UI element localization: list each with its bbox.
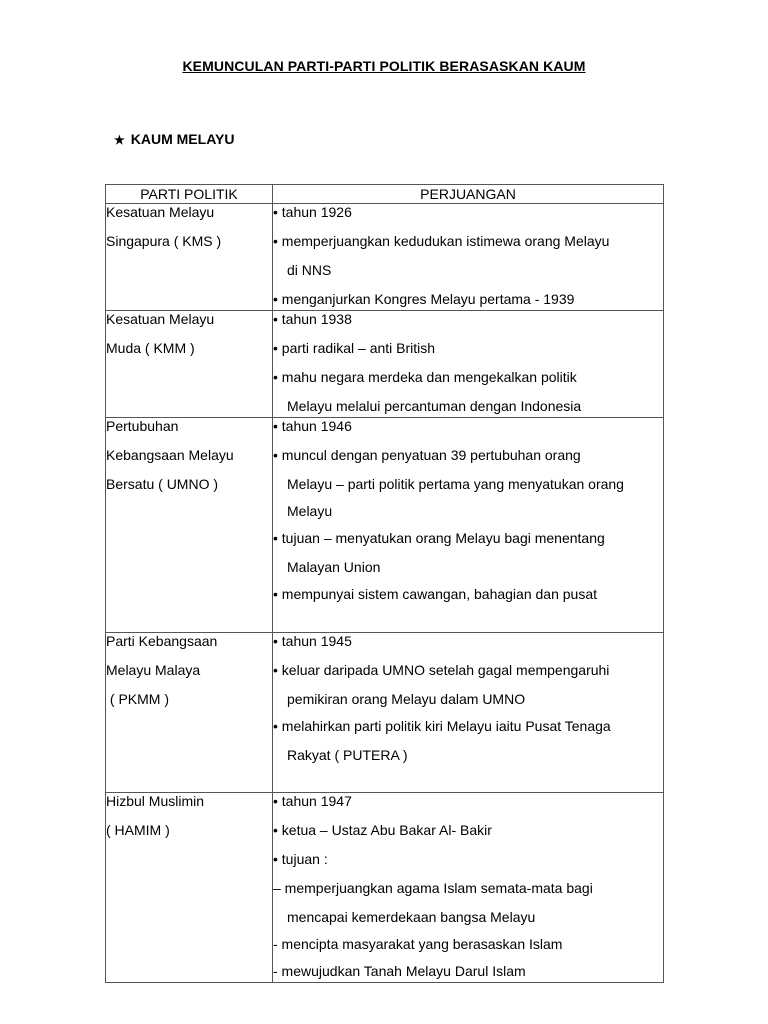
struggle-line: • parti radikal – anti British: [273, 340, 436, 356]
struggle-line: mencapai kemerdekaan bangsa Melayu: [287, 909, 536, 925]
party-name-line: ( HAMIM ): [106, 822, 170, 838]
struggle-line: – memperjuangkan agama Islam semata-mata bagi: [273, 880, 593, 896]
party-name-line: Hizbul Muslimin: [106, 793, 205, 809]
party-name-line: Pertubuhan: [106, 418, 179, 434]
document-title: KEMUNCULAN PARTI-PARTI POLITIK BERASASKAN KAUM: [182, 58, 586, 74]
section-heading-text: KAUM MELAYU: [130, 131, 235, 147]
party-name-line: Bersatu ( UMNO ): [106, 476, 219, 492]
struggle-line: Malayan Union: [287, 559, 381, 575]
struggle-line: • mempunyai sistem cawangan, bahagian dan pusat: [273, 586, 597, 602]
party-name-line: Parti Kebangsaan: [106, 633, 218, 649]
struggle-line: Rakyat ( PUTERA ): [287, 747, 408, 763]
party-name-line: Kesatuan Melayu: [106, 311, 215, 327]
struggle-line: • menganjurkan Kongres Melayu pertama - 1939: [273, 291, 575, 307]
struggle-line: • tahun 1946: [273, 418, 352, 434]
struggle-line: • tujuan – menyatukan orang Melayu bagi menentang: [273, 530, 605, 546]
struggle-line: • tahun 1938: [273, 311, 352, 327]
struggle-line: • mahu negara merdeka dan mengekalkan politik: [273, 369, 577, 385]
struggle-line: • muncul dengan penyatuan 39 pertubuhan orang: [273, 447, 581, 463]
star-icon: ★: [114, 133, 125, 147]
party-cell: [106, 311, 273, 418]
struggle-line: • tahun 1945: [273, 633, 352, 649]
party-name-line: Kebangsaan Melayu: [106, 447, 234, 463]
struggle-line: • memperjuangkan kedudukan istimewa orang Melayu: [273, 233, 610, 249]
struggle-line: • melahirkan parti politik kiri Melayu iaitu Pusat Tenaga: [273, 718, 611, 734]
struggle-line: - mewujudkan Tanah Melayu Darul Islam: [273, 963, 526, 979]
struggle-line: - mencipta masyarakat yang berasaskan Islam: [273, 936, 563, 952]
party-cell: [106, 418, 273, 633]
parties-table: [105, 184, 664, 983]
struggle-cell: [273, 793, 664, 983]
table-header-row: [106, 185, 664, 204]
section-heading: [114, 131, 234, 147]
table-row: [106, 204, 664, 311]
column-header-party: PARTI POLITIK: [106, 185, 273, 204]
struggle-cell: [273, 418, 664, 633]
party-name-line: Muda ( KMM ): [106, 340, 195, 356]
struggle-line: Melayu melalui percantuman dengan Indonesia: [287, 398, 582, 414]
struggle-line: • tahun 1926: [273, 204, 352, 220]
struggle-line: Melayu: [287, 503, 333, 519]
struggle-line: di NNS: [287, 262, 332, 278]
party-name-line: Singapura ( KMS ): [106, 233, 222, 249]
party-name-line: ( PKMM ): [106, 691, 169, 707]
party-cell: [106, 204, 273, 311]
struggle-line: • ketua – Ustaz Abu Bakar Al- Bakir: [273, 822, 492, 838]
table-row: [106, 633, 664, 793]
struggle-line: pemikiran orang Melayu dalam UMNO: [287, 691, 526, 707]
table-row: [106, 418, 664, 633]
table-row: [106, 793, 664, 983]
struggle-line: • tujuan :: [273, 851, 328, 867]
party-cell: [106, 633, 273, 793]
party-name-line: Kesatuan Melayu: [106, 204, 215, 220]
struggle-line: • tahun 1947: [273, 793, 352, 809]
party-name-line: Melayu Malaya: [106, 662, 201, 678]
struggle-cell: [273, 311, 664, 418]
column-header-struggle: PERJUANGAN: [273, 185, 664, 204]
struggle-line: Melayu – parti politik pertama yang menyatukan orang: [287, 476, 624, 492]
struggle-cell: [273, 633, 664, 793]
struggle-cell: [273, 204, 664, 311]
party-cell: [106, 793, 273, 983]
struggle-line: • keluar daripada UMNO setelah gagal mempengaruhi: [273, 662, 610, 678]
table-row: [106, 311, 664, 418]
